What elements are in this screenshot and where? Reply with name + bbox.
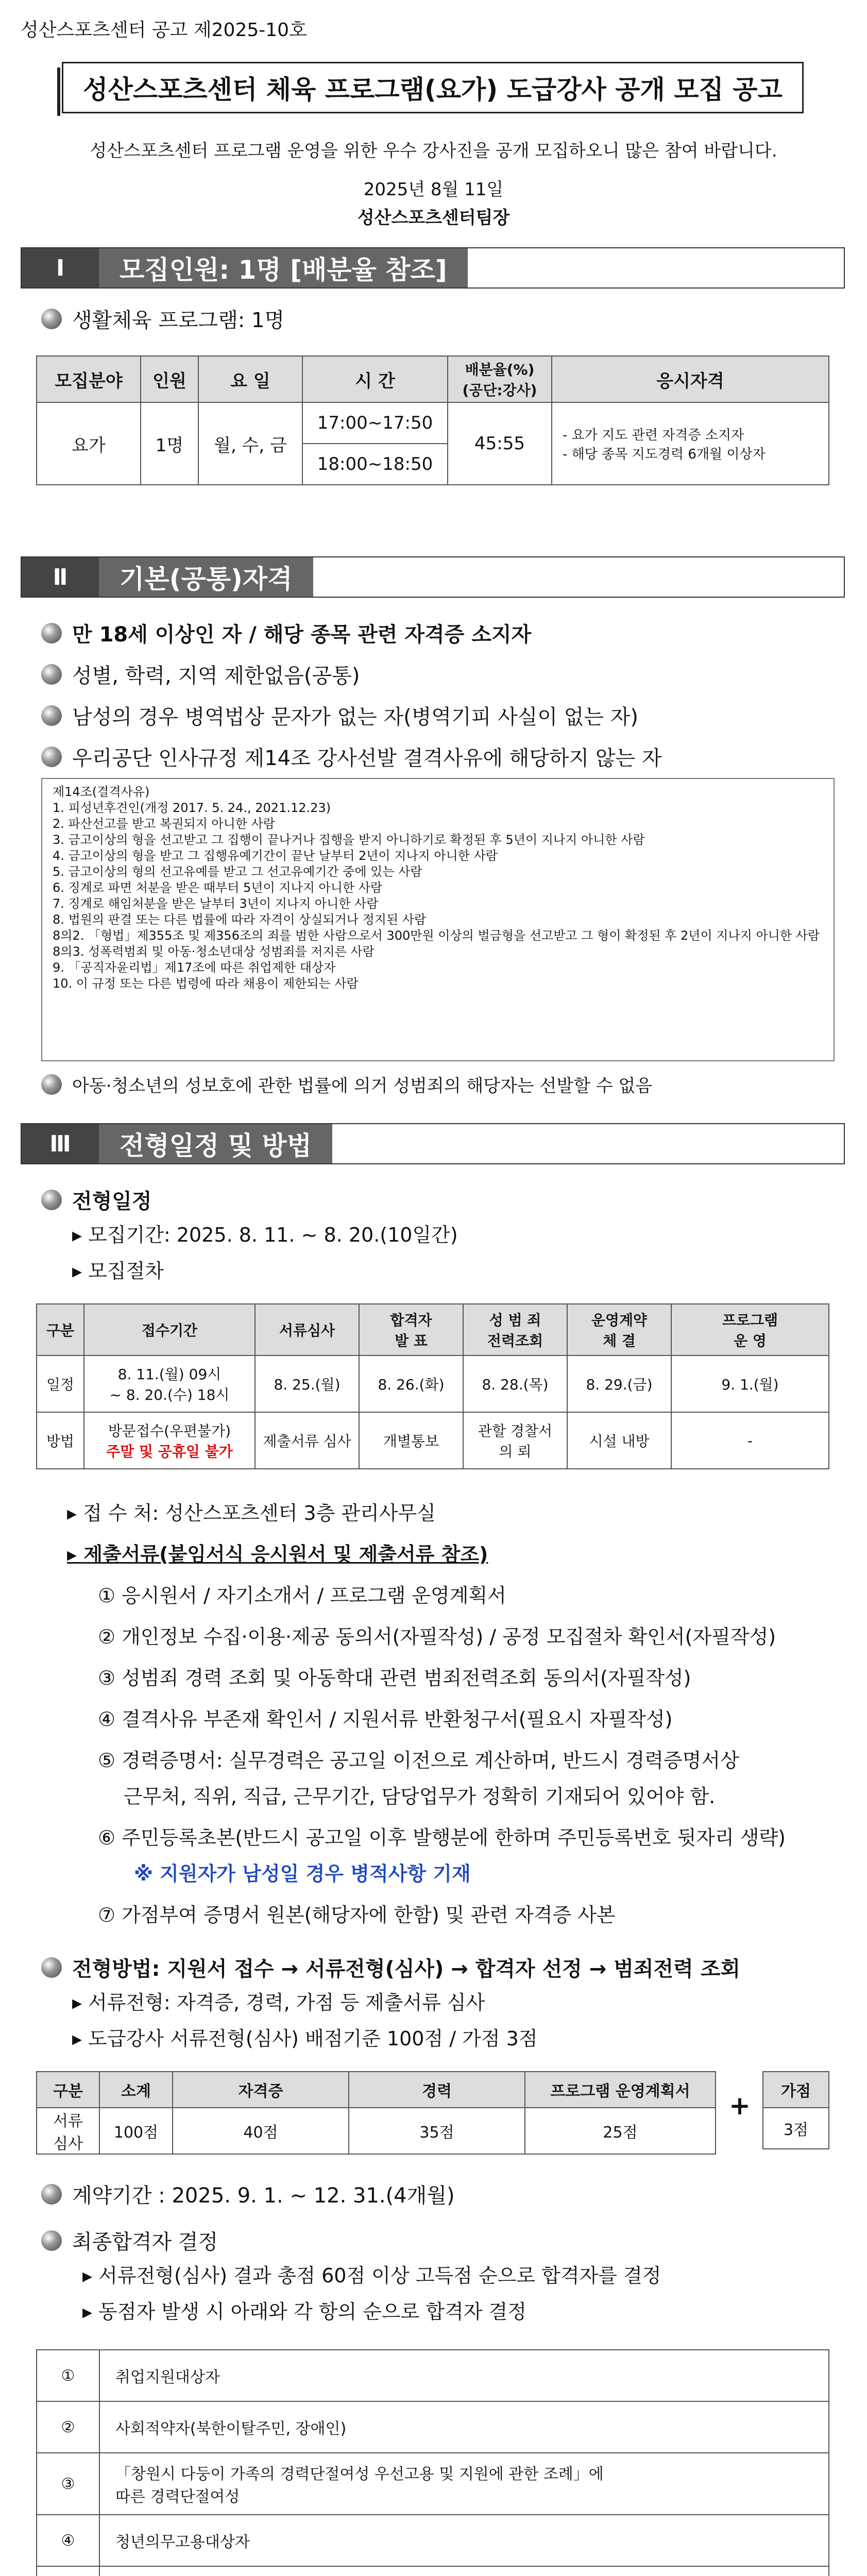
th-time: 시 간 [302, 356, 448, 402]
td: 25점 [525, 2108, 716, 2154]
doc-3: ③ 성범죄 경력 조회 및 아동학대 관련 범죄전력조회 동의서(자필작성) [98, 1667, 691, 1689]
doc-2: ② 개인정보 수집·이용·제공 동의서(자필작성) / 공정 모집절차 확인서(자필작성) [98, 1625, 776, 1648]
td-time-2: 18:00~18:50 [302, 444, 448, 485]
bullet-icon [41, 664, 62, 685]
doc-4: ④ 결격사유 부존재 확인서 / 지원서류 반환청구서(필요시 자필작성) [98, 1708, 673, 1731]
section-title: 모집인원: 1명 [배분율 참조] [99, 248, 468, 287]
th-count: 인원 [141, 356, 198, 402]
final-item-1: ▸ 서류전형(심사) 결과 총점 60점 이상 고득점 순으로 합격자를 결정 [82, 2264, 661, 2287]
qual-item-3: 남성의 경우 병역법상 문자가 없는 자(병역기피 사실이 없는 자) [41, 701, 638, 730]
td: 8. 11.(월) 09시 ~ 8. 20.(수) 18시 [84, 1355, 255, 1412]
intro-text: 성산스포츠센터 프로그램 운영을 위한 우수 강사진을 공개 모집하오니 많은 참여 바랍니다. [90, 141, 777, 161]
doc-5: ⑤ 경력증명서: 실무경력은 공고일 이전으로 계산하며, 반드시 경력증명서상 [98, 1749, 739, 1772]
sec2-note: 아동·청소년의 성보호에 관한 법률에 의거 성범죄의 해당자는 선발할 수 없음 [41, 1072, 652, 1097]
doc-6: ⑥ 주민등록초본(반드시 공고일 이후 발행분에 한하며 주민등록번호 뒷자리 생략) [98, 1826, 786, 1849]
td-days: 월, 수, 금 [198, 402, 302, 485]
reception-place: ▸ 접 수 처: 성산스포츠센터 3층 관리사무실 [67, 1502, 436, 1524]
final-item-2: ▸ 동점자 발생 시 아래와 각 항의 순으로 합격자 결정 [82, 2300, 526, 2323]
section-number: Ⅰ [22, 248, 99, 287]
th: 구분 [37, 1304, 84, 1355]
td: ④ [37, 2515, 99, 2566]
th: 운영계약 체 결 [567, 1304, 671, 1355]
td: 일정 [37, 1355, 84, 1412]
bullet-icon [41, 1957, 62, 1978]
td: 관할 경찰서 의 뢰 [463, 1412, 567, 1469]
td: 35점 [349, 2108, 525, 2154]
td: 8. 25.(월) [255, 1355, 359, 1412]
td: 3점 [763, 2108, 829, 2149]
section-3-header [21, 1123, 845, 1164]
score-table [36, 2071, 716, 2155]
qual-item-2: 성별, 학력, 지역 제한없음(공통) [41, 659, 360, 689]
th: 소계 [99, 2072, 173, 2108]
td: 8. 28.(목) [463, 1355, 567, 1412]
td [99, 2566, 829, 2576]
td: 40점 [173, 2108, 349, 2154]
section-number: Ⅲ [22, 1124, 99, 1163]
sports-program-line [41, 304, 284, 333]
bullet-icon [41, 747, 62, 767]
method-line: 전형방법: 지원서 접수 → 서류전형(심사) → 합격자 선정 → 범죄전력 조회 [41, 1953, 740, 1982]
method-item-1: ▸ 서류전형: 자격증, 경력, 가점 등 제출서류 심사 [72, 1991, 485, 2014]
td-count: 1명 [141, 402, 198, 485]
td: 8. 26.(화) [359, 1355, 463, 1412]
docs-title: ▸ 제출서류(붙임서식 응시원서 및 제출서류 참조) [67, 1543, 488, 1566]
td [37, 2566, 99, 2576]
qual-item-1: 만 18세 이상인 자 / 해당 종목 관련 자격증 소지자 [41, 618, 531, 648]
td: 「창원시 다둥이 가족의 경력단절여성 우선고용 및 지원에 관한 조례」에 따른 경력단절여성 [99, 2453, 829, 2515]
th: 합격자 발 표 [359, 1304, 463, 1355]
plus-sign: + [729, 2091, 751, 2121]
td: 사회적약자(북한이탈주민, 장애인) [99, 2401, 829, 2453]
td: ③ [37, 2453, 99, 2515]
notice-number: 성산스포츠센터 공고 제2025-10호 [21, 20, 307, 41]
td: 청년의무고용대상자 [99, 2515, 829, 2566]
recruit-table [36, 355, 829, 485]
contract-line: 계약기간 : 2025. 9. 1. ~ 12. 31.(4개월) [41, 2179, 455, 2209]
td: 제출서류 심사 [255, 1412, 359, 1469]
td: ① [37, 2350, 99, 2401]
td: 개별통보 [359, 1412, 463, 1469]
bullet-icon [41, 705, 62, 726]
bullet-icon [41, 2230, 62, 2251]
th: 프로그램 운 영 [671, 1304, 829, 1355]
td-field: 요가 [37, 402, 141, 485]
doc-7: ⑦ 가점부여 증명서 원본(해당자에 한함) 및 관련 자격증 사본 [98, 1904, 616, 1926]
section-title: 기본(공통)자격 [99, 557, 313, 597]
notice-date: 2025년 8월 11일 [363, 179, 504, 200]
td-ratio: 45:55 [448, 402, 552, 485]
th-field: 모집분야 [37, 356, 141, 402]
td: - [671, 1412, 829, 1469]
bullet-icon [41, 1190, 62, 1210]
schedule-period: ▸ 모집기간: 2025. 8. 11. ~ 8. 20.(10일간) [72, 1224, 458, 1246]
td-qual: - 요가 지도 관련 자격증 소지자 - 해당 종목 지도경력 6개월 이상자 [552, 402, 829, 485]
bullet-icon [41, 2184, 62, 2205]
section-1-header [21, 247, 845, 289]
method-item-2: ▸ 도급강사 서류전형(심사) 배점기준 100점 / 가점 3점 [72, 2027, 538, 2050]
sports-program-text: 생활체육 프로그램: 1명 [72, 309, 285, 332]
disqualification-box: 제14조(결격사유) 1. 피성년후견인(개정 2017. 5. 24., 2021.12.23) 2. 파산선고를 받고 복권되지 아니한 사람 3. 금고이상의 형을 선고받고 그 집행이 끝나거나 집행을 받지 아니하기로 확정된 후 5년이 지나지 아니한 사람 4. 금고이상의 형을 받고 그 집행유예기간이 끝난 날부터 2년이 지나지 아니한 사람 5. 금고이상의 형의 선고유예를 받고 그 선고유예기간 중에 있는 사람 6. 징계로 파면 처분을 받은 때부터 5년이 지나지 아니한 사람 7. 징계로 해임처분을 받은 날부터 3년이 지나지 아니한 사람 8. 법원의 판결 또는 다른 법률에 따라 자격이 상실되거나 정지된 사람 8의2. 「형법」제355조 및 제356조의 죄를 범한 사람으로서 300만원 이상의 벌금형을 선고받고 그 형이 확정된 후 2년이 지나지 아니한 사람 8의3. 성폭력범죄 및 아동·청소년대상 성범죄를 저지른 사람 9. 「공직자윤리법」제17조에 따른 취업제한 대상자 10. 이 규정 또는 다른 법령에 따라 채용이 제한되는 사람 [41, 778, 835, 1061]
section-2-header [21, 556, 845, 598]
schedule-title: 전형일정 [41, 1185, 152, 1214]
td: 취업지원대상자 [99, 2350, 829, 2401]
th-days: 요 일 [198, 356, 302, 402]
doc-5b: 근무처, 직위, 직급, 근무기간, 담당업무가 정확히 기재되어 있어야 함. [124, 1785, 716, 1808]
bonus-table [762, 2071, 829, 2149]
th: 성 범 죄 전력조회 [463, 1304, 567, 1355]
bullet-icon [41, 309, 62, 329]
th: 가점 [763, 2072, 829, 2108]
doc-1: ① 응시원서 / 자기소개서 / 프로그램 운영계획서 [98, 1584, 506, 1607]
td: 9. 1.(월) [671, 1355, 829, 1412]
th-qual: 응시자격 [552, 356, 829, 402]
th-ratio: 배분율(%) (공단:강사) [448, 356, 552, 402]
th: 접수기간 [84, 1304, 255, 1355]
page-title: 성산스포츠센터 체육 프로그램(요가) 도급강사 공개 모집 공고 [62, 62, 804, 113]
th: 프로그램 운영계획서 [525, 2072, 716, 2108]
td: ② [37, 2401, 99, 2453]
qual-item-4: 우리공단 인사규정 제14조 강사선발 결격사유에 해당하지 않는 자 [41, 742, 662, 771]
td-method-reception: 방문접수(우편불가) 주말 및 공휴일 불가 [84, 1412, 255, 1469]
td-time-1: 17:00~17:50 [302, 402, 448, 444]
th: 구분 [37, 2072, 99, 2108]
final-title: 최종합격자 결정 [41, 2226, 218, 2255]
priority-table [36, 2349, 829, 2576]
td: 100점 [99, 2108, 173, 2154]
section-title: 전형일정 및 방법 [99, 1124, 332, 1163]
doc-6-note: ※ 지원자가 남성일 경우 병적사항 기재 [134, 1862, 471, 1885]
schedule-table [36, 1303, 829, 1469]
th: 서류심사 [255, 1304, 359, 1355]
bullet-icon [41, 623, 62, 643]
schedule-sub: ▸ 모집절차 [72, 1260, 164, 1282]
td: 서류 심사 [37, 2108, 99, 2154]
bullet-icon [41, 1074, 62, 1095]
th: 자격증 [173, 2072, 349, 2108]
section-number: Ⅱ [22, 557, 99, 597]
td: 8. 29.(금) [567, 1355, 671, 1412]
th: 경력 [349, 2072, 525, 2108]
issuer: 성산스포츠센터팀장 [357, 208, 510, 228]
td: 방법 [37, 1412, 84, 1469]
td: 시설 내방 [567, 1412, 671, 1469]
